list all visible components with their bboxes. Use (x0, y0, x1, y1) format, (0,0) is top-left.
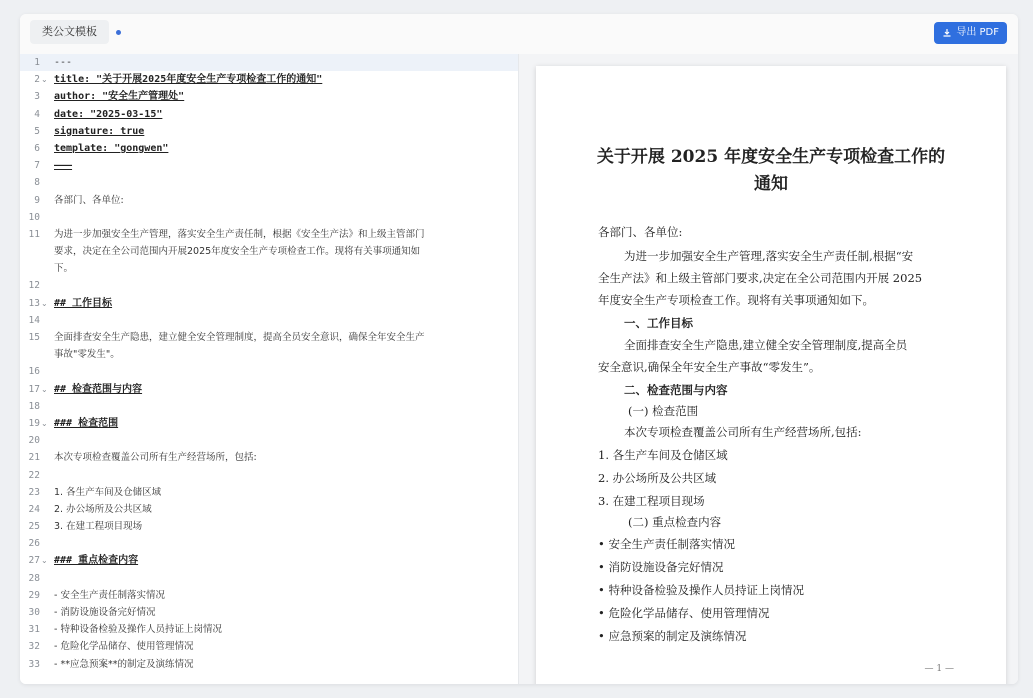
line-number: 15 (28, 332, 40, 343)
editor-line[interactable] (20, 54, 518, 71)
para-1-line-3: 年度安全生产专项检查工作。现将有关事项通知如下。 (598, 293, 874, 307)
export-pdf-label: 导出 PDF (956, 27, 999, 38)
line-number: 20 (28, 435, 40, 447)
line-number: 5 (34, 125, 40, 137)
line-number: 21 (28, 452, 40, 464)
line-text: ### 检查范围 (54, 417, 119, 429)
bullet-item: • 特种设备检验及操作人员持证上岗情况 (598, 582, 966, 598)
line-number: 25 (28, 521, 40, 533)
editor-line[interactable] (20, 106, 518, 123)
line-number: 22 (28, 469, 40, 481)
line-number: 27 (28, 555, 40, 567)
line-text: 本次专项检查覆盖公司所有生产经营场所，包括: (54, 452, 257, 464)
line-text: 3. 在建工程项目现场 (54, 521, 143, 533)
para-2-line-2: 安全意识,确保全年安全生产事故“零发生”。 (598, 360, 821, 374)
line-number: 16 (28, 366, 40, 378)
line-text: - **应急预案**的制定及演练情况 (54, 658, 194, 670)
line-text: ——— (54, 160, 73, 172)
line-text: date: "2025-03-15" (54, 108, 163, 120)
line-number: 10 (28, 211, 40, 223)
line-text: template: "gongwen" (54, 142, 169, 154)
title-line-2: 通知 (754, 174, 788, 194)
bullet-item: • 安全生产责任制落实情况 (598, 536, 966, 552)
fold-chevron-icon[interactable]: ⌄ (41, 298, 48, 308)
line-number: 11 (28, 228, 40, 240)
line-number: 24 (28, 503, 40, 515)
editor-line[interactable] (20, 604, 518, 621)
line-text: author: "安全生产管理处" (54, 91, 185, 103)
markdown-editor[interactable] (20, 54, 519, 684)
app-window (20, 14, 1018, 684)
editor-line[interactable] (20, 140, 518, 157)
line-number: 3 (34, 91, 40, 103)
line-text: - 危险化学品储存、使用管理情况 (54, 641, 194, 653)
list-item: 1. 各生产车间及仓储区域 (598, 448, 728, 462)
editor-line[interactable] (20, 587, 518, 604)
heading-2: 二、检查范围与内容 (624, 383, 728, 397)
editor-line[interactable] (20, 88, 518, 105)
editor-line[interactable] (20, 398, 518, 415)
editor-line[interactable] (20, 449, 518, 466)
line-number: 4 (34, 108, 40, 120)
line-text: 为进一步加强安全生产管理，落实安全生产责任制，根据《安全生产法》和上级主管部门 (54, 228, 425, 240)
editor-line[interactable] (20, 226, 518, 243)
line-text: 下。 (54, 263, 74, 275)
editor-line[interactable] (20, 415, 518, 432)
line-text: 2. 办公场所及公共区域 (54, 503, 152, 515)
editor-line[interactable] (20, 192, 518, 209)
heading-1: 一、工作目标 (624, 316, 693, 330)
line-text: ## 工作目标 (54, 297, 113, 309)
fold-chevron-icon[interactable]: ⌄ (41, 418, 48, 428)
editor-line[interactable] (20, 484, 518, 501)
line-text: - 安全生产责任制落实情况 (54, 589, 165, 601)
editor-line[interactable] (20, 535, 518, 552)
editor-line[interactable] (20, 570, 518, 587)
editor-line[interactable] (20, 209, 518, 226)
editor-line[interactable] (20, 174, 518, 191)
line-number: 18 (28, 400, 40, 412)
subheading-2: (二) 重点检查内容 (628, 515, 722, 529)
bullet-item: • 消防设施设备完好情况 (598, 559, 966, 575)
editor-line[interactable] (20, 467, 518, 484)
editor-line[interactable] (20, 638, 518, 655)
line-number: 31 (28, 624, 40, 636)
line-number: 33 (28, 658, 40, 670)
editor-line[interactable] (20, 295, 518, 312)
line-text: ## 检查范围与内容 (54, 383, 143, 395)
editor-line[interactable] (20, 363, 518, 380)
editor-line[interactable] (20, 501, 518, 518)
page-number: — 1 — (924, 664, 954, 674)
editor-line[interactable] (20, 71, 518, 88)
line-number: 26 (28, 538, 40, 550)
line-text: - 特种设备检验及操作人员持证上岗情况 (54, 624, 222, 636)
fold-chevron-icon[interactable]: ⌄ (41, 384, 48, 394)
line-text: 1. 各生产车间及仓储区域 (54, 486, 162, 498)
editor-line[interactable] (20, 157, 518, 174)
line-number: 8 (34, 177, 40, 189)
editor-line[interactable] (20, 552, 518, 569)
para-1-line-1: 为进一步加强安全生产管理,落实安全生产责任制,根据“安 (624, 249, 914, 263)
line-number: 28 (28, 572, 40, 584)
document-title (586, 144, 956, 198)
line-number: 32 (28, 641, 40, 653)
editor-line[interactable] (20, 277, 518, 294)
bullet-item: • 危险化学品储存、使用管理情况 (598, 605, 966, 621)
line-text: - 消防设施设备完好情况 (54, 607, 156, 618)
line-number: 29 (28, 589, 40, 601)
editor-line[interactable] (20, 518, 518, 535)
preview-page (536, 66, 1006, 684)
unsaved-indicator (116, 30, 121, 35)
line-number: 1 (34, 57, 40, 68)
editor-line[interactable] (20, 243, 518, 260)
para-1-line-2: 全生产法》和上级主管部门要求,决定在全公司范围内开展 2025 (598, 271, 923, 285)
tab-template[interactable]: 类公文模板 (30, 20, 109, 44)
editor-line[interactable] (20, 381, 518, 398)
download-icon (942, 28, 952, 38)
bullet-item: • 应急预案的制定及演练情况 (598, 628, 966, 644)
para-3: 本次专项检查覆盖公司所有生产经营场所,包括: (624, 425, 862, 439)
line-number: 7 (34, 160, 40, 172)
editor-line[interactable] (20, 346, 518, 363)
list-item: 3. 在建工程项目现场 (598, 494, 705, 508)
line-number: 9 (34, 194, 40, 206)
line-number: 30 (28, 607, 40, 618)
pdf-preview-pane (519, 54, 1018, 684)
fold-chevron-icon[interactable]: ⌄ (41, 75, 48, 85)
line-text: 要求，决定在全公司范围内开展2025年度安全生产专项检查工作。现将有关事项通知如 (54, 246, 421, 258)
line-text: 各部门、各单位: (54, 194, 124, 206)
line-number: 13 (28, 297, 40, 309)
line-number: 17 (28, 383, 40, 395)
export-pdf-button[interactable] (934, 22, 1007, 44)
line-number: 23 (28, 486, 40, 498)
title-line-1: 关于开展 2025 年度安全生产专项检查工作的 (596, 147, 946, 167)
editor-line[interactable] (20, 656, 518, 673)
line-text: signature: true (54, 125, 145, 137)
editor-line[interactable] (20, 312, 518, 329)
line-text: 事故"零发生"。 (54, 349, 120, 361)
top-bar (20, 14, 1018, 54)
editor-line[interactable] (20, 621, 518, 638)
salutation: 各部门、各单位: (598, 225, 683, 239)
line-text: ### 重点检查内容 (54, 555, 139, 567)
editor-line[interactable] (20, 260, 518, 277)
line-text: --- (54, 57, 73, 68)
fold-chevron-icon[interactable]: ⌄ (41, 556, 48, 566)
line-text: title: "关于开展2025年度安全生产专项检查工作的通知" (54, 74, 323, 86)
line-text: 全面排查安全生产隐患，建立健全安全管理制度，提高全员安全意识，确保全年安全生产 (54, 332, 425, 343)
line-number: 2 (34, 74, 40, 86)
line-number: 6 (34, 142, 40, 154)
line-number: 19 (28, 417, 40, 429)
editor-line[interactable] (20, 123, 518, 140)
editor-line[interactable] (20, 329, 518, 346)
line-number: 12 (28, 280, 40, 292)
para-2-line-1: 全面排查安全生产隐患,建立健全安全管理制度,提高全员 (624, 338, 908, 352)
subheading-1: (一) 检查范围 (628, 404, 699, 418)
editor-line[interactable] (20, 432, 518, 449)
list-item: 2. 办公场所及公共区域 (598, 471, 717, 485)
line-number: 14 (28, 314, 40, 326)
